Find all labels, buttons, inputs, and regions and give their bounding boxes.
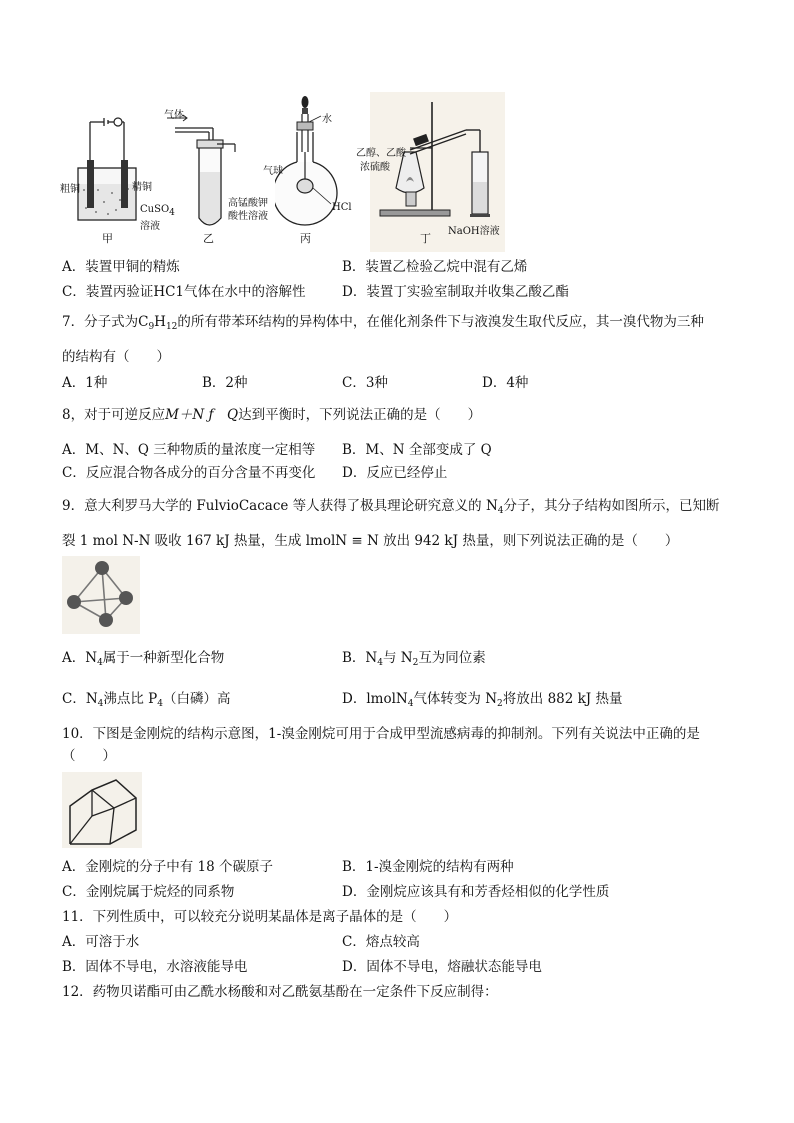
label-pure-copper: 精铜 [132, 182, 152, 193]
q12-stem: 12．药物贝诺酯可由乙酰水杨酸和对乙酰氨基酚在一定条件下反应制得： [62, 984, 498, 1000]
q7-option-b: B．2种 [202, 375, 248, 391]
label-balloon: 气球 [263, 166, 283, 177]
q9-option-b: B．$N_4$与 $N_2$互为同位素 [342, 650, 486, 668]
q10-option-a: A．金刚烷的分子中有 18 个碳原子 [62, 859, 274, 875]
q10-stem: 10．下图是金刚烷的结构示意图，1-溴金刚烷可用于合成甲型流感病毒的抑制剂。下列有关说法中正确的是 [62, 726, 700, 742]
q7-option-d: D．4种 [482, 375, 529, 391]
label-cuso4-solution: 溶液 [140, 221, 160, 232]
label-water: 水 [322, 114, 332, 125]
q9-stem-line2: 裂 1 mol N-N 吸收 167 kJ 热量，生成 lmolN ≡ N 放出 942 kJ 热量，则下列说法正确的是（ ） [62, 533, 679, 549]
caption-yi: 乙 [203, 232, 214, 245]
q9-option-c: C．$N_4$沸点比 $P_4$（白磷）高 [62, 691, 231, 709]
q10-option-c: C．金刚烷属于烷烃的同系物 [62, 884, 235, 900]
q8-equation: M＋N ƒ Q [165, 407, 239, 423]
q7-option-a: A．1种 [62, 375, 108, 391]
caption-bing: 丙 [300, 232, 311, 245]
label-hcl: HCl [332, 202, 352, 213]
n4-molecule-figure [62, 556, 140, 634]
q7-option-c: C．3种 [342, 375, 388, 391]
label-conc-sulfuric: 浓硫酸 [360, 162, 390, 173]
q11-stem: 11．下列性质中，可以较充分说明某晶体是离子晶体的是（ ） [62, 909, 458, 925]
label-kmno4-1: 高锰酸钾 [228, 198, 268, 209]
label-naoh-solution: NaOH溶液 [448, 226, 500, 237]
q7-stem: 7．分子式为$C_9H_{12}$的所有带苯环结构的异构体中，在催化剂条件下与液溴发生取代反应，其一溴代物为三种 [62, 314, 704, 332]
q10-stem-line2: （ ） [62, 748, 116, 764]
apparatus-ding [356, 92, 505, 252]
label-crude-copper: 粗铜 [60, 184, 80, 195]
q11-option-b: B．固体不导电，水溶液能导电 [62, 959, 248, 975]
q7-stem-line2: 的结构有（ ） [62, 349, 170, 365]
q6-option-b: B．装置乙检验乙烷中混有乙烯 [342, 259, 528, 275]
q8-option-c: C．反应混合物各成分的百分含量不再变化 [62, 465, 316, 481]
label-ethanol-acetic: 乙醇、乙酸 [356, 148, 406, 159]
label-cuso4: CuSO$_4$ [140, 204, 175, 218]
label-kmno4-2: 酸性溶液 [228, 211, 268, 222]
q11-option-c: C．熔点较高 [342, 934, 420, 950]
q10-option-d: D．金刚烷应该具有和芳香烃相似的化学性质 [342, 884, 610, 900]
caption-ding: 丁 [420, 232, 431, 245]
q6-option-a: A．装置甲铜的精炼 [62, 259, 180, 275]
q8-option-a: A．M、N、Q 三种物质的量浓度一定相等 [62, 442, 316, 458]
q10-option-b: B．1-溴金刚烷的结构有两种 [342, 859, 514, 875]
label-gas: 气体 [164, 110, 184, 121]
q8-option-d: D．反应已经停止 [342, 465, 448, 481]
q8-stem: 8，对于可逆反应M＋N ƒ Q达到平衡时，下列说法正确的是（ ） [62, 407, 482, 423]
q9-option-a: A．$N_4$属于一种新型化合物 [62, 650, 225, 668]
q11-option-a: A．可溶于水 [62, 934, 140, 950]
adamantane-structure-figure [62, 772, 142, 848]
q6-option-d: D．装置丁实验室制取并收集乙酸乙酯 [342, 284, 569, 300]
q11-option-d: D．固体不导电，熔融状态能导电 [342, 959, 542, 975]
q9-option-d: D．lmolN$_4$气体转变为 $N_2$将放出 882 kJ 热量 [342, 691, 623, 709]
q8-option-b: B．M、N 全部变成了 Q [342, 442, 492, 458]
q9-stem: 9．意大利罗马大学的 FulvioCacace 等人获得了极具理论研究意义的 $N_4$分子，其分子结构如图所示，已知断 [62, 498, 720, 516]
q6-option-c: C．装置丙验证HC1气体在水中的溶解性 [62, 284, 306, 300]
caption-jia: 甲 [102, 232, 113, 245]
